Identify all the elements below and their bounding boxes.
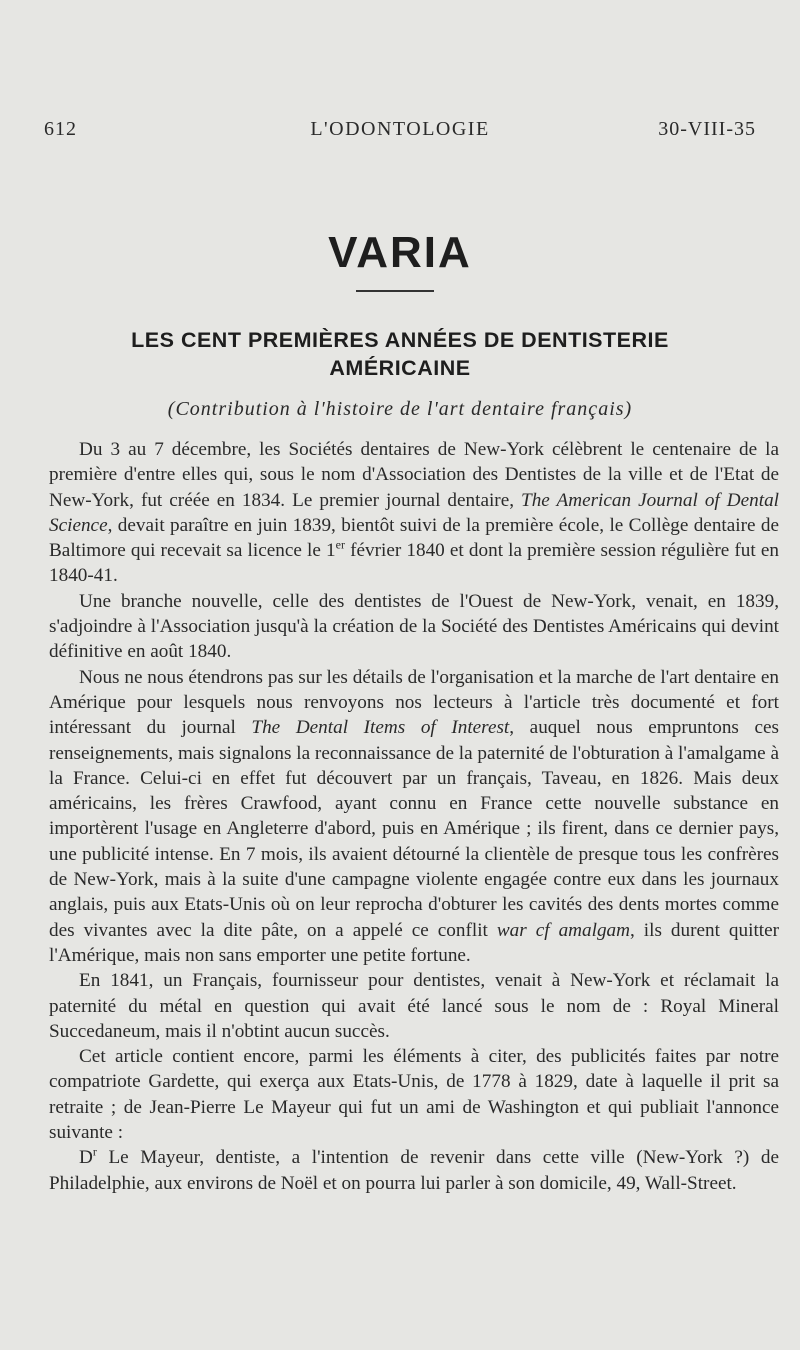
section-title: VARIA bbox=[328, 228, 472, 277]
paragraph-3-text-c: , ils durent quitter l'Amérique, mais non sans emporter une petite fortune. bbox=[49, 919, 780, 966]
paragraph-1-text-a: Du 3 au 7 décembre, les Sociétés dentaires de New-York célèbrent le centenaire de la première d'entre elles qui, sous le nom d'Association des Dentistes de la ville et de l'Etat de New-York, fut créée en 1834. Le premier journal dentaire, bbox=[49, 439, 779, 511]
paragraph-3-text-a: Nous ne nous étendrons pas sur les détails de l'organisation et la marche de l'art dentaire en Amérique pour lesquels nous renvoyons nos lecteurs à l'article très documenté et fort intéressant du journal bbox=[49, 666, 779, 739]
journal-name-italic: The Dental Items of Interest bbox=[251, 717, 510, 739]
paragraph-1-text-b: , devait paraître en juin 1839, bientôt suivi de la première école, le Collège dentaire de Baltimore qui recevait sa licence le 1 bbox=[49, 514, 779, 562]
article-body bbox=[49, 437, 779, 1196]
paragraph-3-text-b: , auquel nous empruntons ces renseignements, mais signalons la reconnaissance de la paternité de l'obturation à l'amalgame à la France. Celui-ci en effet fut découvert par un français, Taveau, en 1826. Mais deux américains, les frères Crawfood, ayant connu en France cette nouvelle substance en importèrent l'usage en Angleterre d'abord, puis en Amérique ; ils firent, dans ce dernier pays, une publicité intense. En 7 mois, ils avaient détourné la clientèle de presque tous les confrères de New-York, mais à la suite d'une campagne violente engagée contre eux dans les journaux anglais, puis aux Etats-Unis où on leur reprocha d'obturer les cavités des dents mortes comme des vivantes avec la dite pâte, on a appelé ce conflit bbox=[49, 717, 779, 941]
journal-title: L'ODONTOLOGIE bbox=[310, 118, 490, 140]
article-subtitle: (Contribution à l'histoire de l'art dentaire français) bbox=[167, 398, 633, 420]
paragraph-6-text-a: D bbox=[79, 1147, 93, 1169]
title-superscript: r bbox=[92, 1144, 97, 1159]
page-number: 612 bbox=[44, 118, 77, 140]
running-header bbox=[44, 118, 756, 148]
paragraph-1 bbox=[49, 437, 779, 589]
article-title: LES CENT PREMIÈRES ANNÉES DE DENTISTERIE AMÉRICAINE bbox=[131, 328, 669, 380]
title-divider bbox=[356, 290, 434, 292]
issue-date: 30-VIII-35 bbox=[658, 118, 756, 140]
paragraph-1-text-c: février 1840 et dont la première session régulière fut en 1840-41. bbox=[49, 540, 779, 587]
paragraph-6-text-b: Le Mayeur, dentiste, a l'intention de revenir dans cette ville (New-York ?) de Philadelphie, aux environs de Noël et on pourra lui parler à son domicile, 49, Wall-Street. bbox=[49, 1147, 779, 1194]
paragraph-4: En 1841, un Français, fournisseur pour dentistes, venait à New-York et réclamait la paternité du métal en question qui avait été lancé sous le nom de : Royal Mineral Succedaneum, mais il n'obtint aucun succès. bbox=[49, 970, 779, 1042]
conflict-name-italic: war cf amalgam bbox=[496, 919, 630, 941]
journal-name-italic: The American Journal of Dental Science bbox=[49, 489, 779, 536]
paragraph-3 bbox=[49, 665, 779, 969]
paragraph-6 bbox=[49, 1145, 779, 1196]
ordinal-superscript: er bbox=[335, 537, 345, 552]
paragraph-5: Cet article contient encore, parmi les éléments à citer, des publicités faites par notre compatriote Gardette, qui exerça aux Etats-Unis, de 1778 à 1829, date à laquelle il prit sa retraite ; de Jean-Pierre Le Mayeur qui fut un ami de Washington et qui publiait l'annonce suivante : bbox=[49, 1046, 779, 1144]
paragraph-2: Une branche nouvelle, celle des dentistes de l'Ouest de New-York, venait, en 1839, s'adjoindre à l'Association jusqu'à la création de la Société des Dentistes Américains qui devint définitive en août 1840. bbox=[49, 590, 779, 663]
